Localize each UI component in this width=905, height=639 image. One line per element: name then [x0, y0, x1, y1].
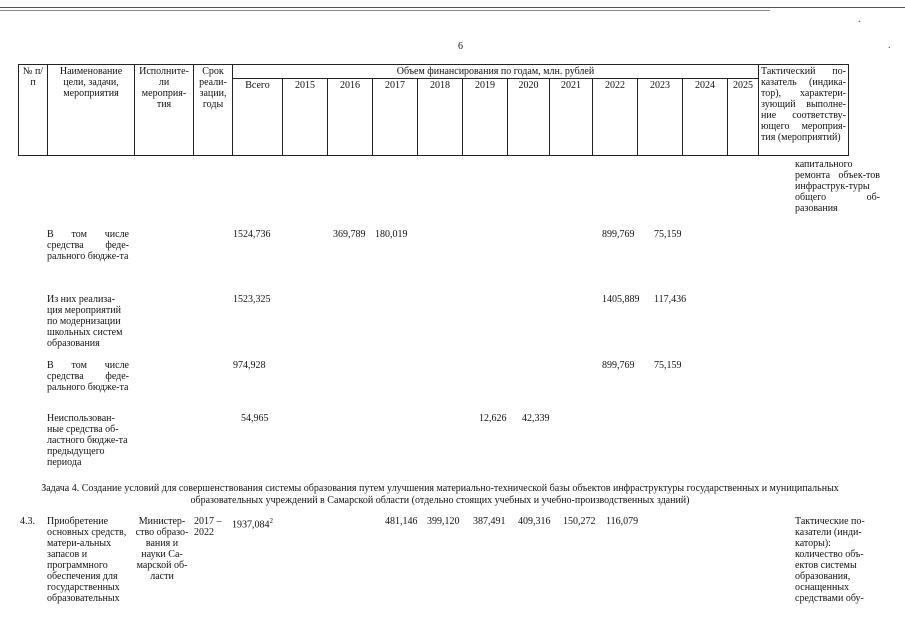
header-year: 2021: [550, 79, 593, 156]
row-value-2020: 42,339: [522, 413, 550, 424]
row-value-2017: 180,019: [375, 229, 408, 240]
row43-executor: Министер-ство образо-вания и науки Са-марской об-ласти: [135, 516, 189, 582]
row-value-2023: 117,436: [654, 294, 687, 305]
row43-value-2019: 387,491: [473, 516, 506, 527]
row-value-2023: 75,159: [654, 229, 682, 240]
row-name: В том числе средства феде-рального бюдже-та: [47, 229, 129, 262]
row-value-2019: 12,626: [479, 413, 507, 424]
header-table: [18, 64, 849, 156]
header-executor: Исполните-ли мероприя-тия: [135, 65, 194, 156]
header-year: 2023: [638, 79, 683, 156]
row43-total: 1937,084$^2$: [232, 517, 273, 531]
row43-indicator: Тактические по-казатели (инди-каторы): количество объ-ектов системы образования, оснащенных средствами обу-: [795, 516, 865, 604]
page-number: 6: [458, 41, 463, 52]
header-total: Всего: [233, 79, 283, 156]
row43-value-2020: 409,316: [518, 516, 551, 527]
row-name: В том числе средства феде-рального бюдже-та: [47, 360, 129, 393]
task-4-heading: Задача 4. Создание условий для совершенствования системы образования путем улучшения материально-технической базы объектов инфраструктуры государственных и муниципальных образовательных учреждений в Самарской области (отдельно стоящих учебных и учебно-производственных зданий): [41, 483, 839, 506]
row-total: 1524,736: [233, 229, 271, 240]
row43-value-2021: 150,272: [563, 516, 596, 527]
row-total: 1523,325: [233, 294, 271, 305]
top-rule: [0, 7, 905, 8]
top-rule-secondary: [0, 10, 770, 11]
row-total: 974,928: [233, 360, 266, 371]
header-year: 2020: [508, 79, 550, 156]
header-year: 2016: [328, 79, 373, 156]
row-name: Из них реализа-ция мероприятий по модернизации школьных систем образования: [47, 294, 123, 349]
header-name: Наименование цели, задачи, мероприятия: [48, 65, 135, 156]
row-value-2022: 899,769: [602, 229, 635, 240]
footnote-mark: 2: [269, 517, 273, 525]
header-indicator: Тактический по-казатель (индика-тор), характери-зующий выполне-ние соответству-ющего мероприя-тия (мероприятий): [759, 65, 849, 156]
row-total: 54,965: [241, 413, 269, 424]
header-year: 2022: [593, 79, 638, 156]
row43-value-2017: 481,146: [385, 516, 418, 527]
row-value-2016: 369,789: [333, 229, 366, 240]
header-year: 2017: [373, 79, 418, 156]
row-value-2022: 1405,889: [602, 294, 640, 305]
row43-value-2018: 399,120: [427, 516, 460, 527]
row43-value-2022: 116,079: [606, 516, 639, 527]
row43-num: 4.3.: [20, 516, 35, 527]
corner-mark: .: [858, 14, 861, 25]
row-value-2022: 899,769: [602, 360, 635, 371]
header-year: 2019: [463, 79, 508, 156]
header-funding-title: Объем финансирования по годам, млн. рублей: [233, 65, 759, 79]
header-year: 2024: [683, 79, 728, 156]
header-year: 2015: [283, 79, 328, 156]
header-year: 2018: [418, 79, 463, 156]
header-year: 2025: [728, 79, 759, 156]
header-num: № п/п: [19, 65, 48, 156]
row-name: Неиспользован-ные средства об-ластного бюдже-та предыдущего периода: [47, 413, 128, 468]
corner-mark: .: [888, 40, 891, 51]
row43-term: 2017 – 2022: [194, 516, 222, 538]
header-term: Срок реали-зации, годы: [194, 65, 233, 156]
row43-name: Приобретение основных средств, матери-альных запасов и программного обеспечения для государственных образовательных: [47, 516, 127, 604]
row-value-2023: 75,159: [654, 360, 682, 371]
continued-indicator: капитального ремонта объек-тов инфраструк-туры общего об-разования: [795, 159, 880, 214]
